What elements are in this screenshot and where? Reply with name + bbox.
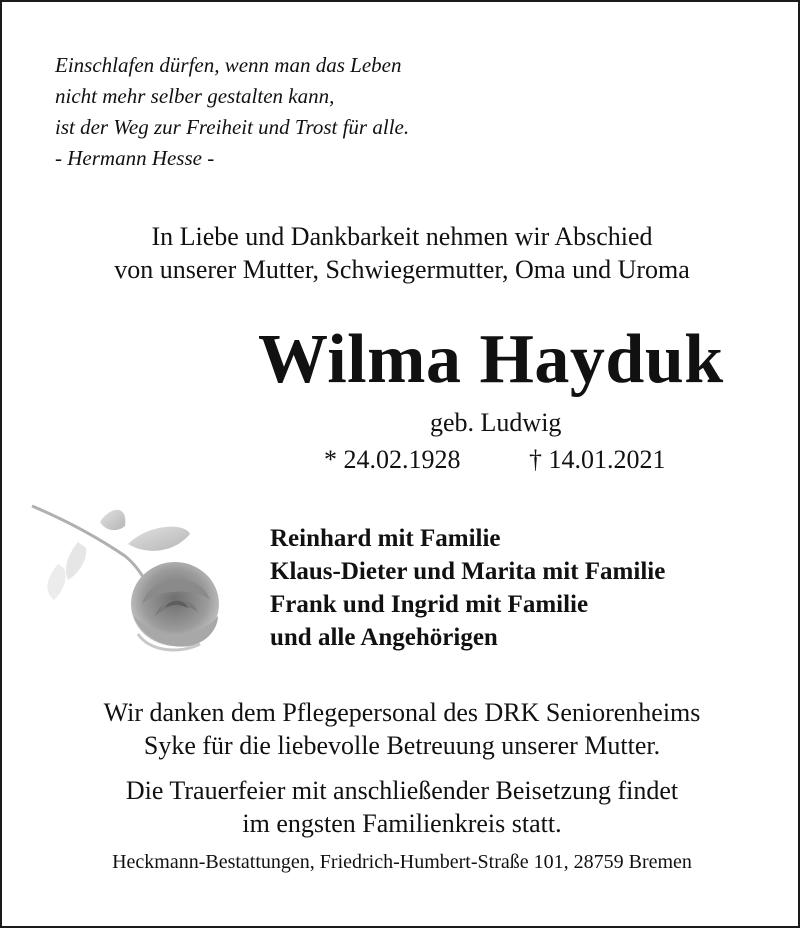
mourner-entry: Klaus-Dieter und Marita mit Familie <box>270 558 666 585</box>
ceremony-line: Die Trauerfeier mit anschließender Beisetzung findet <box>125 776 679 805</box>
deceased-name: Wilma Hayduk <box>258 321 724 398</box>
mourner-entry: Reinhard mit Familie <box>270 525 501 552</box>
quote-line: ist der Weg zur Freiheit und Trost für alle. <box>55 115 410 139</box>
thanks-text <box>2 696 800 762</box>
mourner-entry: und alle Angehörigen <box>270 624 498 651</box>
thanks-line: Syke für die liebevolle Betreuung unserer Mutter. <box>143 731 661 760</box>
intro-text <box>2 220 800 286</box>
quote-author: - Hermann Hesse - <box>55 146 215 170</box>
undertaker-address: Heckmann-Bestattungen, Friedrich-Humbert-Straße 101, 28759 Bremen <box>112 851 692 873</box>
birth-name: geb. Ludwig <box>430 408 562 437</box>
quote <box>55 50 409 143</box>
quote-line: nicht mehr selber gestalten kann, <box>55 84 335 108</box>
ceremony-line: im engsten Familienkreis statt. <box>242 809 562 838</box>
ceremony-text <box>2 774 800 840</box>
intro-line: von unserer Mutter, Schwiegermutter, Oma und Uroma <box>114 255 690 284</box>
thanks-line: Wir danken dem Pflegepersonal des DRK Seniorenheims <box>103 698 701 727</box>
mourners-list <box>270 522 665 654</box>
rose-image <box>30 504 240 654</box>
birth-date: * 24.02.1928 <box>324 445 461 474</box>
quote-line: Einschlafen dürfen, wenn man das Leben <box>55 53 402 77</box>
death-date: † 14.01.2021 <box>529 445 666 474</box>
intro-line: In Liebe und Dankbarkeit nehmen wir Abschied <box>151 222 653 251</box>
mourner-entry: Frank und Ingrid mit Familie <box>270 591 589 618</box>
